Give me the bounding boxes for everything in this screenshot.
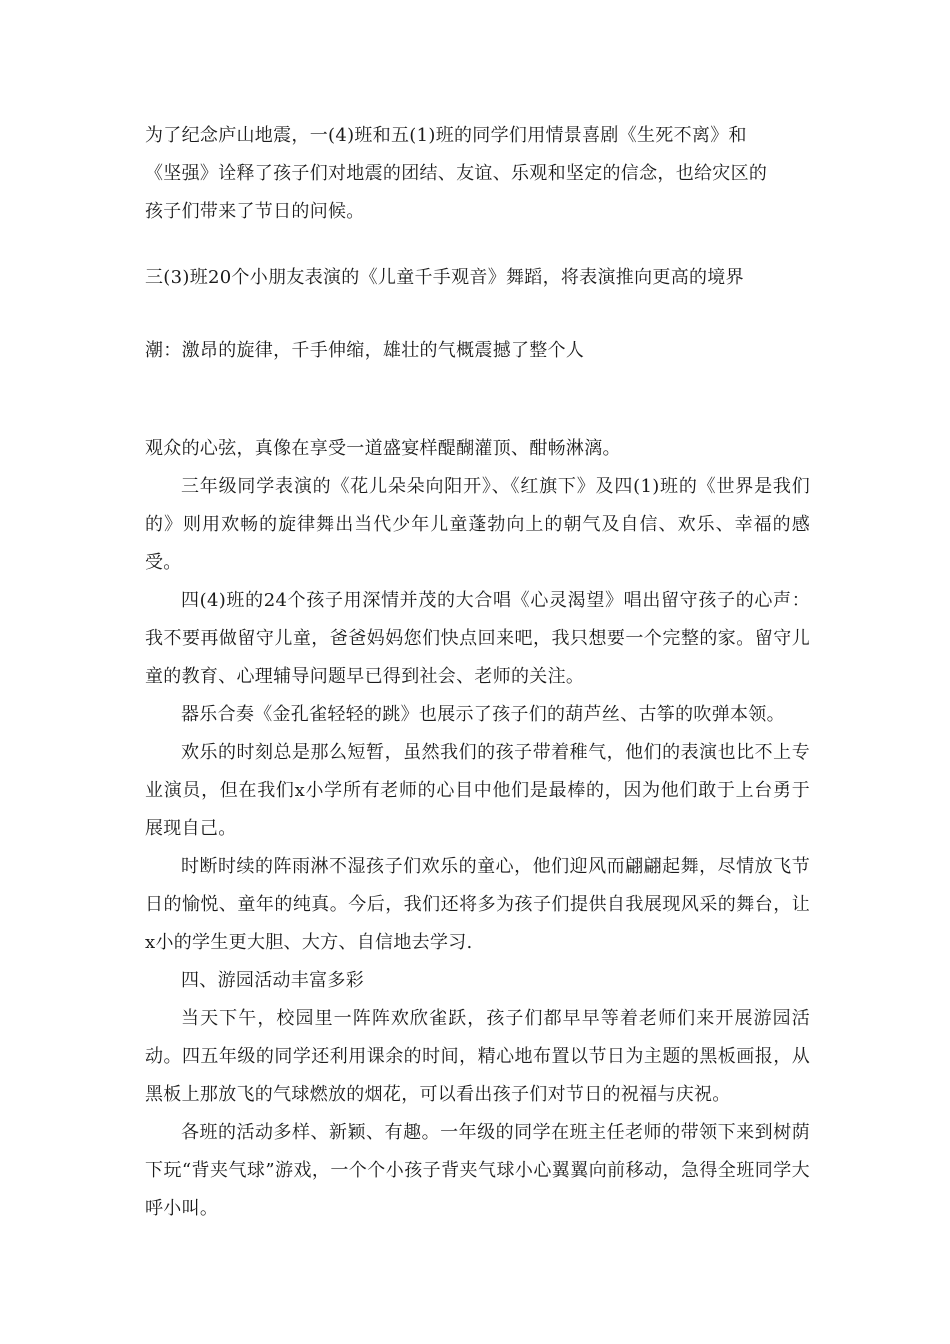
paragraph: 观众的心弦，真像在享受一道盛宴样醍醐灌顶、酣畅淋漓。 bbox=[145, 438, 621, 459]
paragraph: 三年级同学表演的《花儿朵朵向阳开》、《红旗下》及四(1)班的《世界是我们的》则用欢畅的旋律舞出当代少年儿童蓬勃向上的朝气及自信、欢乐、幸福的感受。 bbox=[145, 476, 810, 573]
paragraph: 器乐合奏《金孔雀轻轻的跳》也展示了孩子们的葫芦丝、古筝的吹弹本领。 bbox=[181, 704, 785, 725]
text-line: 三(3)班20个小朋友表演的《儿童千手观音》舞蹈，将表演推向更高的境界 bbox=[145, 267, 744, 288]
paragraph: 四(4)班的24个孩子用深情并茂的大合唱《心灵渴望》唱出留守孩子的心声：我不要再做留守儿童，爸爸妈妈您们快点回来吧，我只想要一个完整的家。留守儿童的教育、心理辅导问题早已得到社会、老师的关注。 bbox=[145, 590, 810, 687]
text-line: 潮：激昂的旋律，千手伸缩，雄壮的气概震撼了整个人 bbox=[145, 340, 585, 361]
section-heading: 四、游园活动丰富多彩 bbox=[181, 970, 364, 991]
text-line: 孩子们带来了节日的问候。 bbox=[145, 201, 365, 222]
text-line: 《坚强》诠释了孩子们对地震的团结、友谊、乐观和坚定的信念，也给灾区的 bbox=[145, 163, 768, 184]
paragraph: 当天下午，校园里一阵阵欢欣雀跃，孩子们都早早等着老师们来开展游园活动。四五年级的同学还利用课余的时间，精心地布置以节日为主题的黑板画报，从黑板上那放飞的气球燃放的烟花，可以看出孩子们对节日的祝福与庆祝。 bbox=[145, 1008, 810, 1105]
paragraph: 各班的活动多样、新颖、有趣。一年级的同学在班主任老师的带领下来到树荫下玩“背夹气球”游戏，一个个小孩子背夹气球小心翼翼向前移动，急得全班同学大呼小叫。 bbox=[145, 1122, 810, 1219]
paragraph: 欢乐的时刻总是那么短暂，虽然我们的孩子带着稚气，他们的表演也比不上专业演员，但在我们x小学所有老师的心目中他们是最棒的，因为他们敢于上台勇于展现自己。 bbox=[145, 742, 810, 839]
text-line: 为了纪念庐山地震，一(4)班和五(1)班的同学们用情景喜剧《生死不离》和 bbox=[145, 125, 747, 146]
body-text bbox=[145, 430, 810, 1228]
paragraph: 时断时续的阵雨淋不湿孩子们欢乐的童心，他们迎风而翩翩起舞，尽情放飞节日的愉悦、童年的纯真。今后，我们还将多为孩子们提供自我展现风采的舞台，让x小的学生更大胆、大方、自信地去学习. bbox=[145, 856, 810, 953]
